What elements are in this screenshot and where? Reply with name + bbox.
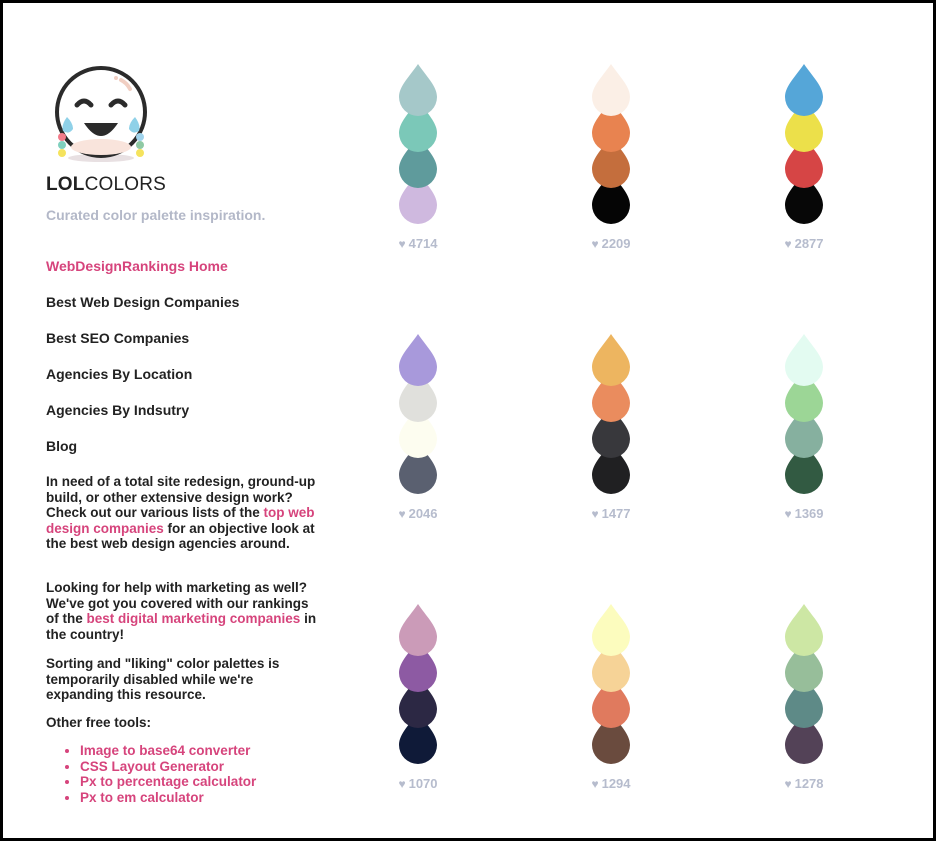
- palette-card[interactable]: [769, 60, 839, 251]
- palette-likes: [576, 776, 646, 791]
- nav-link-best-seo-companies[interactable]: Best SEO Companies: [46, 330, 190, 346]
- palette-color-drop: [399, 334, 437, 386]
- tool-list-item: [80, 743, 256, 759]
- palette-card[interactable]: [383, 60, 453, 251]
- heart-icon[interactable]: ♥: [591, 237, 599, 251]
- palette-drops: [576, 330, 646, 500]
- brand-name[interactable]: [46, 174, 166, 196]
- palette-drops: [383, 60, 453, 230]
- tool-list-item: [80, 774, 256, 790]
- redesign-paragraph: [46, 474, 321, 552]
- palette-color-drop: [592, 64, 630, 116]
- palette-drops: [383, 600, 453, 770]
- palette-likes: [769, 506, 839, 521]
- palette-drops: [576, 60, 646, 230]
- palette-color-drop: [399, 604, 437, 656]
- palette-card[interactable]: [576, 330, 646, 521]
- palette-color-drop: [399, 64, 437, 116]
- heart-icon[interactable]: ♥: [398, 237, 406, 251]
- nav-link-blog[interactable]: Blog: [46, 438, 78, 454]
- palette-likes: [769, 236, 839, 251]
- heart-icon[interactable]: ♥: [398, 507, 406, 521]
- palette-drops: [769, 600, 839, 770]
- redesign-paragraph-text-end: for an objective look at the best web design agencies around.: [46, 520, 315, 552]
- palette-color-drop: [785, 604, 823, 656]
- heart-icon[interactable]: ♥: [591, 507, 599, 521]
- heart-icon[interactable]: ♥: [784, 237, 792, 251]
- like-count: 1070: [408, 776, 438, 791]
- best-digital-marketing-companies-link[interactable]: best digital marketing companies: [86, 611, 301, 627]
- lol-crying-laughing-logo[interactable]: [51, 65, 151, 165]
- tagline: Curated color palette inspiration.: [46, 207, 266, 223]
- tool-list-item: [80, 759, 256, 775]
- like-count: 1477: [601, 506, 631, 521]
- palette-card[interactable]: [769, 600, 839, 791]
- palette-likes: [576, 506, 646, 521]
- like-count: 1369: [794, 506, 824, 521]
- nav-link-webdesignrankings-home[interactable]: WebDesignRankings Home: [46, 258, 228, 274]
- nav-link-best-web-design-companies[interactable]: Best Web Design Companies: [46, 294, 240, 310]
- heart-icon[interactable]: ♥: [398, 777, 406, 791]
- like-count: 1294: [601, 776, 631, 791]
- like-count: 1278: [794, 776, 824, 791]
- brand-name-light: COLORS: [84, 174, 167, 195]
- palette-likes: [383, 236, 453, 251]
- nav-link-agencies-by-industry[interactable]: Agencies By Indsutry: [46, 402, 190, 418]
- tool-link-image-to-base64[interactable]: Image to base64 converter: [80, 743, 251, 758]
- palette-likes: [576, 236, 646, 251]
- palette-color-drop: [785, 334, 823, 386]
- like-count: 2209: [601, 236, 631, 251]
- like-count: 2877: [794, 236, 824, 251]
- sorting-disabled-notice: Sorting and "liking" color palettes is temporarily disabled while we're expanding this resource.: [46, 656, 280, 703]
- palette-drops: [769, 330, 839, 500]
- other-tools-list: [46, 743, 256, 805]
- tool-link-px-to-percentage[interactable]: Px to percentage calculator: [80, 774, 257, 790]
- page-frame: [3, 3, 933, 838]
- palette-likes: [383, 506, 453, 521]
- heart-icon[interactable]: ♥: [784, 507, 792, 521]
- palette-card[interactable]: [769, 330, 839, 521]
- like-count: 4714: [408, 236, 438, 251]
- palette-color-drop: [592, 604, 630, 656]
- marketing-paragraph-text: Looking for help with marketing as well? We've got you covered with our rankings of the: [46, 580, 309, 627]
- palette-color-drop: [592, 334, 630, 386]
- like-count: 2046: [408, 506, 438, 521]
- palette-drops: [769, 60, 839, 230]
- palette-likes: [769, 776, 839, 791]
- redesign-paragraph-text: In need of a total site redesign, ground-up build, or other extensive design work? Check out our various lists of the: [46, 474, 316, 521]
- marketing-paragraph-text-end: in the country!: [46, 611, 317, 642]
- palette-drops: [383, 330, 453, 500]
- palette-card[interactable]: [576, 60, 646, 251]
- other-tools-heading: Other free tools:: [46, 715, 152, 730]
- palette-card[interactable]: [383, 600, 453, 791]
- brand-name-bold: LOL: [46, 174, 85, 195]
- palette-likes: [383, 776, 453, 791]
- marketing-paragraph: [46, 580, 321, 642]
- palette-color-drop: [785, 64, 823, 116]
- palette-drops: [576, 600, 646, 770]
- tool-link-px-to-em[interactable]: Px to em calculator: [80, 789, 204, 805]
- heart-icon[interactable]: ♥: [784, 777, 792, 791]
- palette-card[interactable]: [383, 330, 453, 521]
- palette-card[interactable]: [576, 600, 646, 791]
- nav-link-agencies-by-location[interactable]: Agencies By Location: [46, 366, 193, 382]
- top-web-design-companies-link[interactable]: top web design companies: [46, 505, 315, 536]
- tool-link-css-layout-generator[interactable]: CSS Layout Generator: [80, 758, 225, 774]
- tool-list-item: [80, 790, 256, 806]
- heart-icon[interactable]: ♥: [591, 777, 599, 791]
